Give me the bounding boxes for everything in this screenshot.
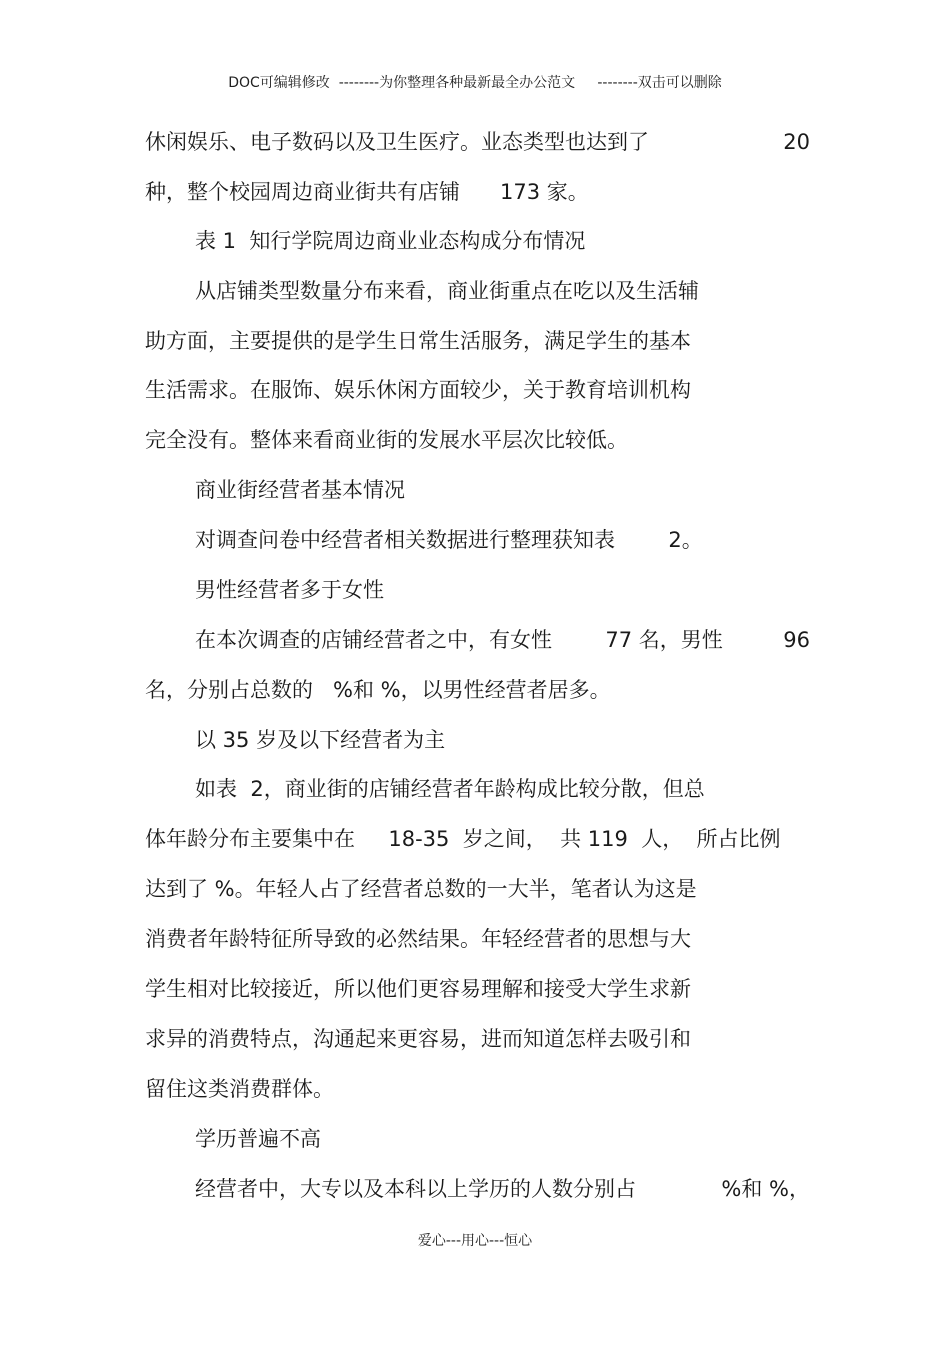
- text-line: 休闲娱乐、电子数码以及卫生医疗。业态类型也达到了 20: [145, 130, 810, 154]
- text-line: 对调查问卷中经营者相关数据进行整理获知表 2。: [195, 528, 703, 552]
- text-line: 种，整个校园周边商业街共有店铺 173 家。: [145, 180, 589, 204]
- page-header: DOC可编辑修改 --------为你整理各种最新最全办公范文 --------双击可以删除: [228, 75, 722, 91]
- text-line: 达到了 %。年轻人占了经营者总数的一大半，笔者认为这是: [145, 877, 697, 901]
- text-line: 名，分别占总数的 %和 %，以男性经营者居多。: [145, 678, 611, 702]
- text-line: 助方面，主要提供的是学生日常生活服务，满足学生的基本: [145, 329, 691, 353]
- text-line: 在本次调查的店铺经营者之中，有女性 77 名，男性 96: [195, 628, 810, 652]
- table-caption: 表 1 知行学院周边商业业态构成分布情况: [195, 229, 586, 253]
- text-line: 体年龄分布主要集中在 18-35 岁之间， 共 119 人， 所占比例: [145, 827, 781, 851]
- text-line: 如表 2，商业街的店铺经营者年龄构成比较分散，但总: [195, 777, 705, 801]
- text-line: 从店铺类型数量分布来看，商业街重点在吃以及生活辅: [195, 279, 699, 303]
- section-heading: 学历普遍不高: [195, 1127, 321, 1151]
- text-line: 学生相对比较接近，所以他们更容易理解和接受大学生求新: [145, 977, 691, 1001]
- page-footer: 爱心---用心---恒心: [417, 1233, 533, 1249]
- text-line: 生活需求。在服饰、娱乐休闲方面较少，关于教育培训机构: [145, 378, 691, 402]
- section-heading: 商业街经营者基本情况: [195, 478, 405, 502]
- text-line: 求异的消费特点，沟通起来更容易，进而知道怎样去吸引和: [145, 1027, 691, 1051]
- text-line: 留住这类消费群体。: [145, 1077, 334, 1101]
- text-line: 完全没有。整体来看商业街的发展水平层次比较低。: [145, 428, 628, 452]
- text-line: 经营者中，大专以及本科以上学历的人数分别占 %和 %，: [195, 1177, 810, 1201]
- text-line: 消费者年龄特征所导致的必然结果。年轻经营者的思想与大: [145, 927, 691, 951]
- section-heading: 以 35 岁及以下经营者为主: [195, 728, 446, 752]
- section-heading: 男性经营者多于女性: [195, 578, 384, 602]
